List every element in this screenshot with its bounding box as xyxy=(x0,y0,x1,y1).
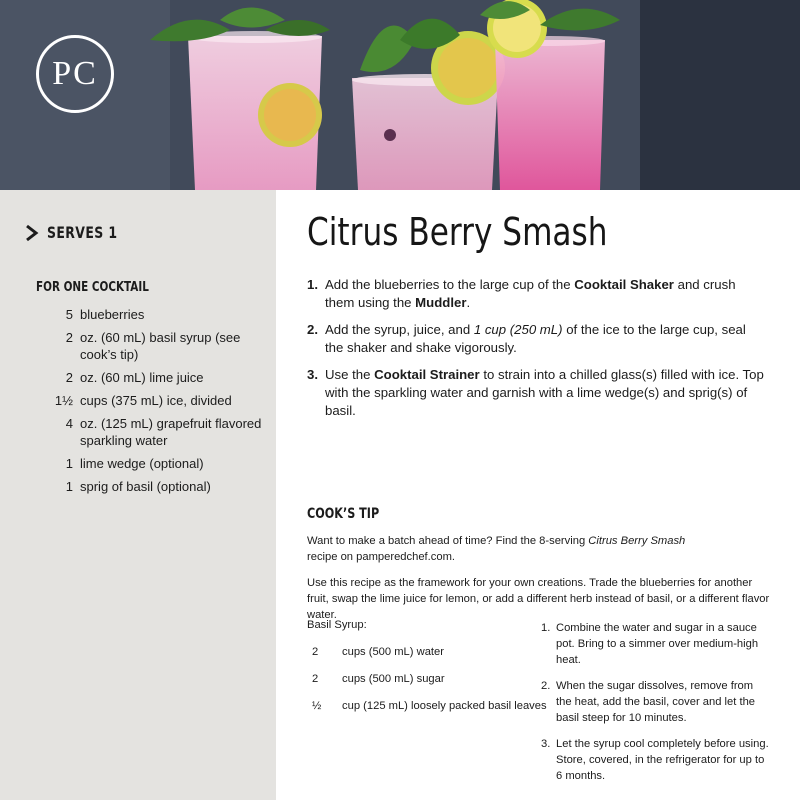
cooks-tip-paragraph xyxy=(307,533,707,565)
ingredient-item xyxy=(40,392,270,409)
ingredient-desc: oz. (60 mL) lime juice xyxy=(80,370,204,385)
ingredient-item xyxy=(40,455,270,472)
syrup-step-text: Let the syrup cool completely before using. Store, covered, in the refrigerator for up to 6 months. xyxy=(556,738,769,782)
syrup-ingredients-list xyxy=(312,645,547,726)
product-name: Cooktail Strainer xyxy=(374,367,480,382)
cocktail-glasses-illustration xyxy=(0,0,800,190)
recipe-steps xyxy=(307,276,767,429)
ingredient-desc: oz. (125 mL) grapefruit flavored sparkling water xyxy=(80,416,262,448)
ingredient-qty: 1 xyxy=(65,479,73,494)
chevron-right-icon xyxy=(25,224,39,242)
syrup-qty: 2 xyxy=(312,646,319,658)
product-name: Cooktail Shaker xyxy=(574,277,674,292)
step-text xyxy=(325,321,767,357)
recipe-title: Citrus Berry Smash xyxy=(307,210,608,254)
ingredient-qty: 1½ xyxy=(54,393,73,408)
syrup-qty: 2 xyxy=(312,673,319,685)
recipe-step xyxy=(307,321,767,357)
cooks-tip-paragraph: Use this recipe as the framework for your own creations. Trade the blueberries for another fruit, swap the lime juice for lemon, or add a different herb instead of basil, or a different flavor water. xyxy=(307,577,770,621)
recipe-step xyxy=(307,276,767,312)
ingredients-list xyxy=(40,306,270,501)
serves-text: SERVES 1 xyxy=(47,223,118,242)
hero-photo xyxy=(0,0,800,190)
step-text xyxy=(325,276,767,312)
syrup-ingredient xyxy=(312,645,542,660)
syrup-step-text: When the sugar dissolves, remove from the heat, add the basil, cover and let the basil steep for 10 minutes. xyxy=(556,680,756,724)
serves-heading xyxy=(25,223,137,242)
step-text-part: Use the xyxy=(325,367,375,382)
ingredient-qty: 2 xyxy=(65,330,73,345)
syrup-step-text: Combine the water and sugar in a sauce pot. Bring to a simmer over medium-high heat. xyxy=(556,622,759,666)
step-text xyxy=(325,366,767,420)
ingredient-item xyxy=(40,306,270,323)
ingredient-desc: oz. (60 mL) basil syrup (see cook’s tip) xyxy=(80,330,241,362)
ingredient-desc: sprig of basil (optional) xyxy=(80,479,211,494)
pampered-chef-logo xyxy=(36,35,114,113)
logo-text: PC xyxy=(52,55,98,92)
syrup-step xyxy=(541,736,771,784)
ingredient-item xyxy=(40,369,270,386)
syrup-ingredient xyxy=(312,699,547,714)
ingredient-item xyxy=(40,415,270,449)
syrup-step xyxy=(541,620,771,668)
syrup-qty: ½ xyxy=(312,700,322,712)
syrup-step-number: 3. xyxy=(541,738,551,750)
ingredient-desc: lime wedge (optional) xyxy=(80,456,204,471)
step-number: 2. xyxy=(307,322,318,337)
syrup-desc: cup (125 mL) loosely packed basil leaves xyxy=(342,700,547,712)
ingredients-sidebar xyxy=(0,190,276,800)
tip-text-italic: Citrus Berry Smash xyxy=(588,535,686,547)
ingredient-item xyxy=(40,478,270,495)
syrup-ingredient xyxy=(312,672,542,687)
tip-text-part: recipe on pamperedchef.com. xyxy=(307,551,456,563)
step-text-part: to strain into a chilled glass(s) filled with ice. Top with the sparkling water and garnish with a lime wedge(s) and sprig(s) of basil. xyxy=(325,367,764,418)
ingredient-qty: 2 xyxy=(65,370,73,385)
ingredient-qty: 1 xyxy=(65,456,73,471)
syrup-step-number: 2. xyxy=(541,680,551,692)
ingredients-heading: FOR ONE COCKTAIL xyxy=(36,280,149,295)
step-number: 3. xyxy=(307,367,318,382)
syrup-step xyxy=(541,678,771,726)
step-text-part: of the ice to the large cup, seal the shaker and shake vigorously. xyxy=(325,322,746,355)
step-text-part: . xyxy=(466,295,471,310)
tip-text-part: Want to make a batch ahead of time? Find the 8-serving xyxy=(307,535,589,547)
step-text-italic: 1 cup (250 mL) xyxy=(473,322,563,337)
step-text-part: Add the syrup, juice, and xyxy=(325,322,474,337)
ingredient-desc: cups (375 mL) ice, divided xyxy=(80,393,232,408)
syrup-step-number: 1. xyxy=(541,622,551,634)
recipe-step xyxy=(307,366,767,420)
product-name: Muddler xyxy=(415,295,467,310)
basil-syrup-label: Basil Syrup: xyxy=(307,619,367,631)
step-text-part: and crush them using the xyxy=(325,277,736,310)
ingredient-item xyxy=(40,329,270,363)
ingredient-qty: 5 xyxy=(65,307,73,322)
syrup-steps xyxy=(541,620,771,794)
step-text-part: Add the blueberries to the large cup of the xyxy=(325,277,575,292)
syrup-desc: cups (500 mL) water xyxy=(342,646,444,658)
step-number: 1. xyxy=(307,277,318,292)
ingredient-desc: blueberries xyxy=(80,307,145,322)
cooks-tip-heading: COOK’S TIP xyxy=(307,506,380,522)
syrup-desc: cups (500 mL) sugar xyxy=(342,673,445,685)
ingredient-qty: 4 xyxy=(65,416,73,431)
